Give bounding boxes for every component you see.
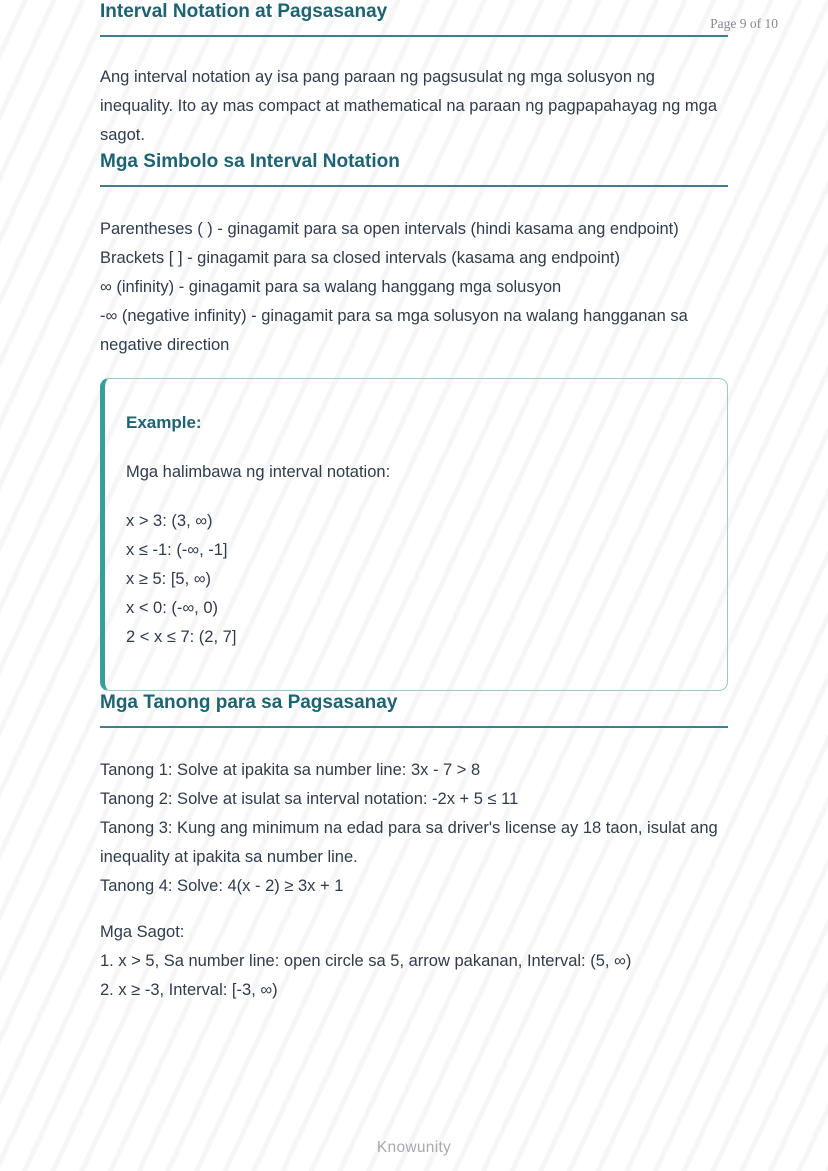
symbol-item: ∞ (infinity) - ginagamit para sa walang hanggang mga solusyon [100, 278, 562, 296]
symbol-item: Brackets [ ] - ginagamit para sa closed intervals (kasama ang endpoint) [100, 249, 621, 267]
example-box [100, 378, 728, 691]
intro-paragraph: Ang interval notation ay isa pang paraan ng pagsusulat ng mga solusyon ng inequality. Ito ay mas compact at mathematical na paraan ng pagpapahayag ng mga sagot. [100, 68, 717, 144]
section-symbols [100, 150, 728, 360]
answers-title: Mga Sagot: [100, 923, 185, 941]
example-box-title: Example: [126, 413, 202, 432]
heading-symbols: Mga Simbolo sa Interval Notation [100, 150, 728, 187]
question-item: Tanong 4: Solve: 4(x - 2) ≥ 3x + 1 [100, 877, 344, 895]
symbol-item: Parentheses ( ) - ginagamit para sa open intervals (hindi kasama ang endpoint) [100, 220, 679, 238]
page-number: Page 9 of 10 [710, 16, 778, 31]
example-line: x > 3: (3, ∞) [126, 512, 213, 530]
answer-item: 1. x > 5, Sa number line: open circle sa 5, arrow pakanan, Interval: (5, ∞) [100, 952, 632, 970]
example-intro: Mga halimbawa ng interval notation: [126, 463, 391, 481]
example-line: x < 0: (-∞, 0) [126, 599, 218, 617]
question-item: Tanong 1: Solve at ipakita sa number line: 3x - 7 > 8 [100, 761, 481, 779]
heading-questions: Mga Tanong para sa Pagsasanay [100, 691, 728, 728]
symbol-item: -∞ (negative infinity) - ginagamit para sa mga solusyon na walang hangganan sa negative direction [100, 307, 688, 354]
question-item: Tanong 3: Kung ang minimum na edad para sa driver's license ay 18 taon, isulat ang inequality at ipakita sa number line. [100, 819, 718, 866]
heading-interval-notation: Interval Notation at Pagsasanay [100, 0, 728, 37]
example-lines [126, 507, 701, 652]
example-line: x ≤ -1: (-∞, -1] [126, 541, 228, 559]
question-item: Tanong 2: Solve at isulat sa interval notation: -2x + 5 ≤ 11 [100, 790, 519, 808]
section-intro [100, 0, 728, 150]
answers-block [100, 918, 728, 1005]
questions-list [100, 756, 728, 901]
symbols-list [100, 215, 728, 360]
example-line: x ≥ 5: [5, ∞) [126, 570, 212, 588]
footer-brand: Knowunity [376, 1139, 452, 1156]
section-questions [100, 691, 728, 1005]
example-line: 2 < x ≤ 7: (2, 7] [126, 628, 237, 646]
answer-item: 2. x ≥ -3, Interval: [-3, ∞) [100, 981, 278, 999]
